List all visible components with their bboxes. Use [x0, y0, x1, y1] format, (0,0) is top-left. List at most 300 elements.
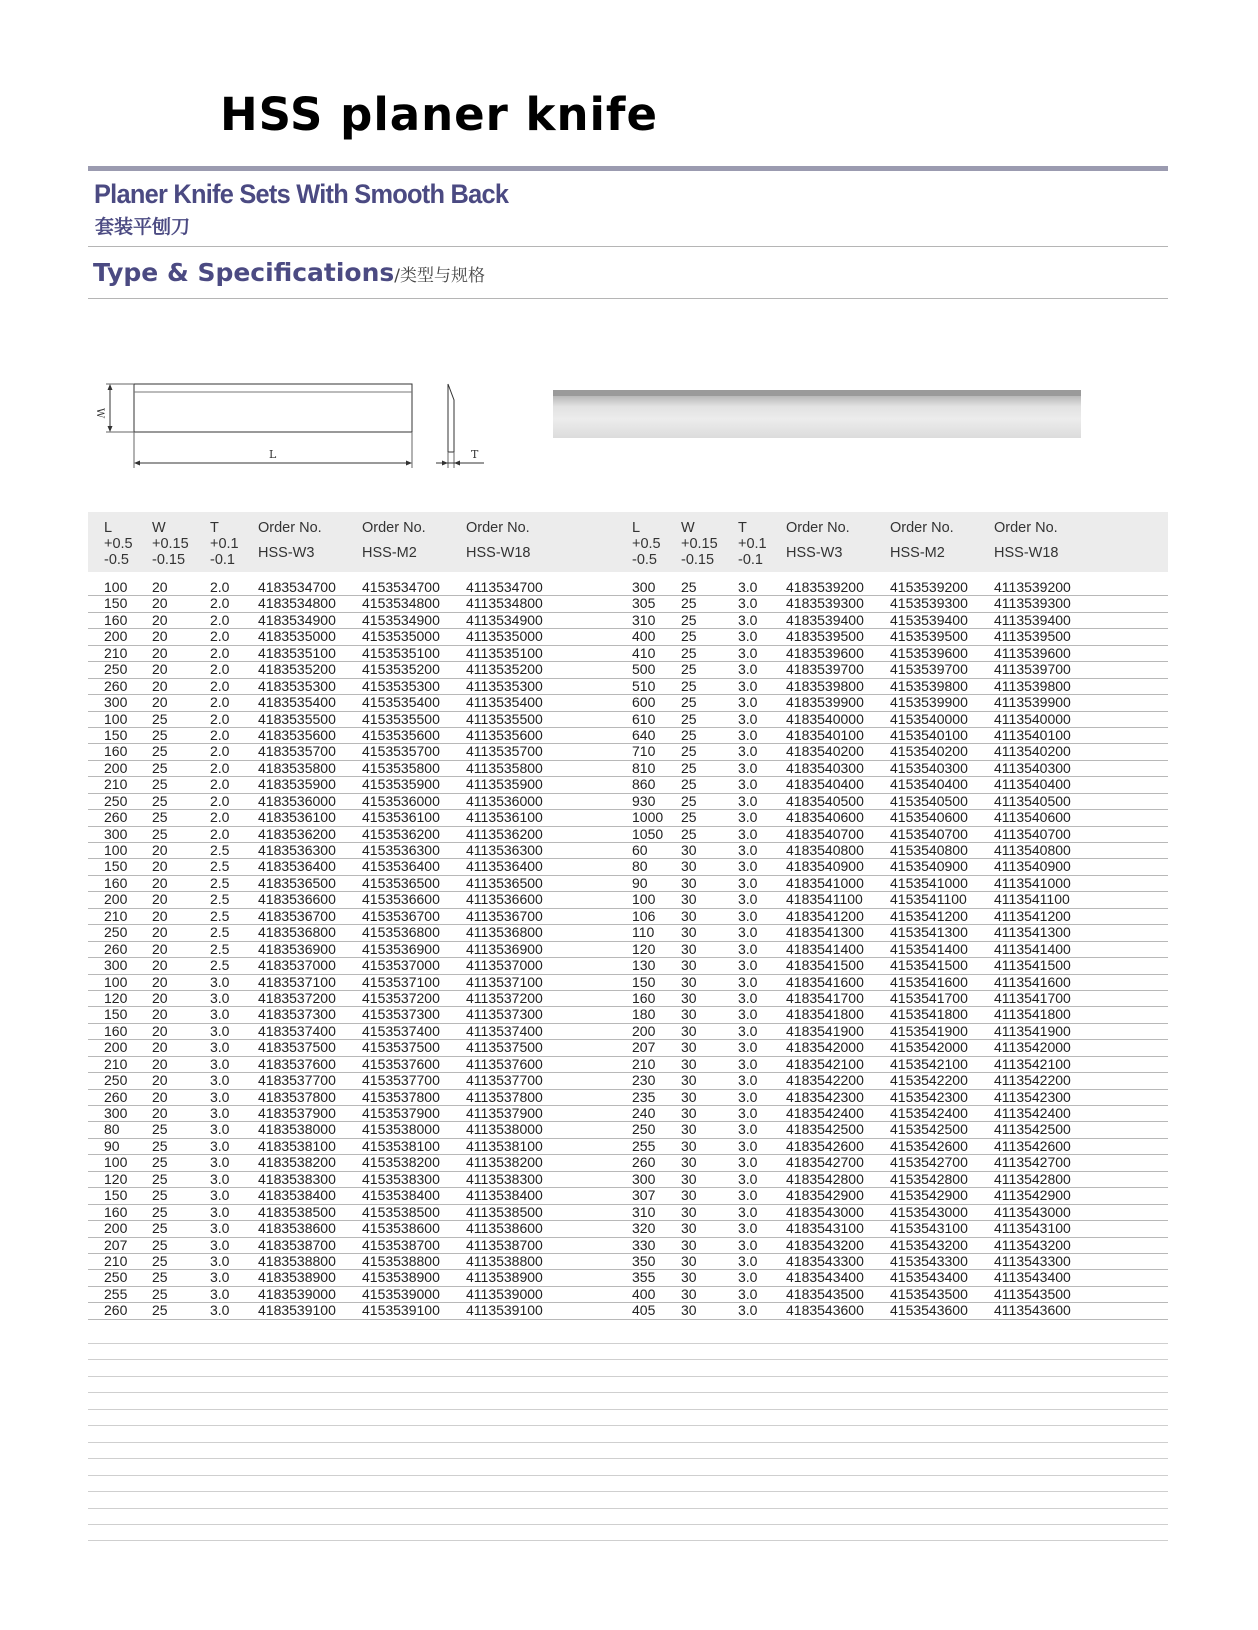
table-cell: 4183536300 — [258, 842, 336, 858]
table-cell: 210 — [104, 776, 128, 793]
table-cell: 3.0 — [738, 989, 758, 1006]
table-cell: 20 — [152, 989, 168, 1006]
table-cell: 4183538500 — [258, 1203, 336, 1220]
table-cell: 4153541000 — [890, 874, 968, 891]
table-row — [88, 925, 1168, 941]
table-cell: 4113542500 — [994, 1121, 1071, 1138]
table-cell: 4113537300 — [466, 1006, 543, 1023]
table-cell: 235 — [632, 1088, 656, 1105]
table-cell: 20 — [152, 677, 168, 694]
table-row — [88, 975, 1168, 991]
table-cell: 2.0 — [210, 694, 230, 711]
table-cell: 150 — [104, 595, 128, 612]
table-cell: 106 — [632, 907, 656, 924]
table-cell: 4153538600 — [362, 1220, 440, 1237]
table-cell: 210 — [104, 1055, 128, 1072]
table-cell: 3.0 — [210, 1252, 230, 1269]
table-cell: 3.0 — [738, 1039, 758, 1056]
table-cell: 2.0 — [210, 743, 230, 760]
table-cell: 4113535500 — [466, 710, 543, 727]
table-cell: 150 — [104, 1006, 128, 1023]
table-cell: 4113536100 — [466, 809, 543, 826]
table-cell: 25 — [681, 776, 697, 793]
table-cell: 3.0 — [210, 973, 230, 990]
spec-heading-en: Type & Specifications — [93, 258, 395, 287]
table-cell: 4113536300 — [466, 842, 543, 858]
table-cell: 4183537600 — [258, 1055, 336, 1072]
table-cell: 3.0 — [738, 842, 758, 858]
table-cell: 30 — [681, 891, 697, 908]
table-cell: 30 — [681, 1055, 697, 1072]
table-cell: 3.0 — [210, 1055, 230, 1072]
table-cell: 25 — [681, 825, 697, 842]
table-cell: 30 — [681, 1154, 697, 1171]
table-cell: 160 — [104, 1203, 128, 1220]
table-cell: 4113541200 — [994, 907, 1071, 924]
table-cell: 4183536900 — [258, 940, 336, 957]
table-cell: 4113543100 — [994, 1220, 1071, 1237]
table-cell: 4113539400 — [994, 611, 1071, 628]
table-cell: 4113538500 — [466, 1203, 543, 1220]
table-cell: 4153535100 — [362, 644, 440, 661]
table-cell: 4113535300 — [466, 677, 543, 694]
table-cell: 20 — [152, 1039, 168, 1056]
table-cell: 4153536500 — [362, 874, 440, 891]
table-cell: 4153540000 — [890, 710, 968, 727]
table-cell: 4153542200 — [890, 1072, 968, 1089]
table-cell: 260 — [104, 1088, 128, 1105]
empty-rule-line — [88, 1475, 1168, 1476]
table-cell: 2.5 — [210, 858, 230, 875]
table-cell: 4183540800 — [786, 842, 864, 858]
table-cell: 20 — [152, 661, 168, 678]
table-cell: 25 — [152, 743, 168, 760]
table-cell: 4113539800 — [994, 677, 1071, 694]
table-cell: 25 — [152, 825, 168, 842]
table-cell: 4153535900 — [362, 776, 440, 793]
table-cell: 4183534800 — [258, 595, 336, 612]
table-cell: 25 — [681, 579, 697, 595]
table-cell: 4113539100 — [466, 1302, 543, 1319]
table-cell: 4153542500 — [890, 1121, 968, 1138]
table-cell: 4113534900 — [466, 611, 543, 628]
table-cell: 3.0 — [210, 1203, 230, 1220]
table-cell: 4153540900 — [890, 858, 968, 875]
table-cell: 4113538100 — [466, 1137, 543, 1154]
table-cell: 3.0 — [738, 891, 758, 908]
table-cell: 110 — [632, 924, 655, 941]
table-cell: 4113538800 — [466, 1252, 543, 1269]
table-cell: 3.0 — [738, 710, 758, 727]
table-cell: 4113537100 — [466, 973, 543, 990]
table-cell: 4153536800 — [362, 924, 440, 941]
header-w-right: W +0.15 -0.15 — [681, 520, 718, 568]
table-cell: 80 — [104, 1121, 120, 1138]
table-cell: 25 — [152, 1220, 168, 1237]
table-cell: 3.0 — [738, 1055, 758, 1072]
table-cell: 4113538700 — [466, 1236, 543, 1253]
table-row — [88, 942, 1168, 958]
table-cell: 4113537900 — [466, 1105, 543, 1121]
table-cell: 250 — [104, 924, 128, 941]
table-cell: 100 — [104, 973, 128, 990]
table-row — [88, 1057, 1168, 1073]
table-cell: 260 — [104, 940, 128, 957]
table-body — [88, 580, 1168, 1320]
table-cell: 30 — [681, 1170, 697, 1187]
table-cell: 4113543200 — [994, 1236, 1071, 1253]
table-cell: 2.5 — [210, 907, 230, 924]
table-cell: 30 — [681, 1269, 697, 1286]
table-cell: 4113535900 — [466, 776, 543, 793]
table-cell: 4183539600 — [786, 644, 864, 661]
table-row — [88, 613, 1168, 629]
table-cell: 4153543300 — [890, 1252, 968, 1269]
table-cell: 4113543600 — [994, 1302, 1071, 1319]
table-cell: 20 — [152, 907, 168, 924]
table-cell: 3.0 — [738, 1072, 758, 1089]
table-cell: 4113539200 — [994, 579, 1071, 595]
table-row — [88, 876, 1168, 892]
table-cell: 4153538000 — [362, 1121, 440, 1138]
table-cell: 3.0 — [210, 1302, 230, 1319]
header-m2-right: Order No. HSS-M2 — [890, 520, 954, 561]
table-cell: 100 — [104, 842, 128, 858]
table-cell: 30 — [681, 1121, 697, 1138]
table-cell: 120 — [632, 940, 656, 957]
table-cell: 4183539200 — [786, 579, 864, 595]
table-row — [88, 1155, 1168, 1171]
table-cell: 300 — [104, 825, 128, 842]
table-cell: 4153538800 — [362, 1252, 440, 1269]
table-row — [88, 580, 1168, 596]
table-cell: 4183537400 — [258, 1022, 336, 1039]
table-cell: 3.0 — [738, 907, 758, 924]
table-cell: 4153540500 — [890, 792, 968, 809]
table-cell: 4113542600 — [994, 1137, 1071, 1154]
table-cell: 255 — [104, 1285, 128, 1302]
table-cell: 310 — [632, 611, 656, 628]
table-cell: 100 — [632, 891, 656, 908]
table-cell: 4183536600 — [258, 891, 336, 908]
table-cell: 4113535700 — [466, 743, 543, 760]
table-cell: 4183537700 — [258, 1072, 336, 1089]
table-cell: 20 — [152, 858, 168, 875]
table-cell: 4183541600 — [786, 973, 864, 990]
table-row — [88, 827, 1168, 843]
table-cell: 30 — [681, 1006, 697, 1023]
table-row — [88, 1238, 1168, 1254]
table-cell: 30 — [681, 1137, 697, 1154]
table-cell: 4183541200 — [786, 907, 864, 924]
table-cell: 2.5 — [210, 957, 230, 974]
table-cell: 400 — [632, 628, 656, 645]
table-cell: 200 — [104, 628, 128, 645]
table-cell: 4183536400 — [258, 858, 336, 875]
knife-profile — [448, 384, 454, 452]
table-cell: 4153535600 — [362, 726, 440, 743]
empty-rule-line — [88, 1376, 1168, 1377]
table-cell: 4113541800 — [994, 1006, 1071, 1023]
table-cell: 4183536000 — [258, 792, 336, 809]
table-row — [88, 646, 1168, 662]
table-cell: 4113540700 — [994, 825, 1071, 842]
table-row — [88, 662, 1168, 678]
table-cell: 20 — [152, 842, 168, 858]
empty-rule-line — [88, 1359, 1168, 1360]
table-cell: 3.0 — [210, 1269, 230, 1286]
table-cell: 4113537500 — [466, 1039, 543, 1056]
table-cell: 4153540300 — [890, 759, 968, 776]
table-cell: 3.0 — [210, 1072, 230, 1089]
table-cell: 3.0 — [738, 579, 758, 595]
table-cell: 2.0 — [210, 644, 230, 661]
table-cell: 320 — [632, 1220, 656, 1237]
table-cell: 25 — [152, 1269, 168, 1286]
table-row — [88, 1254, 1168, 1270]
table-cell: 4183542000 — [786, 1039, 864, 1056]
table-cell: 3.0 — [738, 628, 758, 645]
table-cell: 4153541300 — [890, 924, 968, 941]
table-cell: 4113539500 — [994, 628, 1071, 645]
table-cell: 2.0 — [210, 792, 230, 809]
table-cell: 3.0 — [738, 677, 758, 694]
table-row — [88, 1303, 1168, 1319]
table-cell: 250 — [632, 1121, 656, 1138]
table-cell: 4183538400 — [258, 1187, 336, 1204]
table-row — [88, 794, 1168, 810]
table-cell: 4113540800 — [994, 842, 1071, 858]
table-cell: 4113540200 — [994, 743, 1071, 760]
header-w3-left: Order No. HSS-W3 — [258, 520, 322, 561]
table-cell: 3.0 — [738, 924, 758, 941]
table-cell: 4113537600 — [466, 1055, 543, 1072]
table-cell: 4153543000 — [890, 1203, 968, 1220]
table-cell: 4113537000 — [466, 957, 543, 974]
table-cell: 4153534700 — [362, 579, 440, 595]
table-cell: 100 — [104, 1154, 128, 1171]
table-cell: 4153542400 — [890, 1105, 968, 1121]
table-cell: 207 — [632, 1039, 656, 1056]
table-cell: 200 — [104, 1220, 128, 1237]
table-cell: 4113542800 — [994, 1170, 1071, 1187]
table-cell: 4113539300 — [994, 595, 1071, 612]
table-cell: 4153537100 — [362, 973, 440, 990]
table-cell: 4153537600 — [362, 1055, 440, 1072]
table-cell: 30 — [681, 1088, 697, 1105]
table-cell: 4153539900 — [890, 694, 968, 711]
table-cell: 160 — [104, 611, 128, 628]
spec-heading-cn: /类型与规格 — [394, 266, 486, 286]
header-t-right: T +0.1 -0.1 — [738, 520, 767, 568]
table-cell: 4153540100 — [890, 726, 968, 743]
table-cell: 25 — [152, 1154, 168, 1171]
empty-rule-line — [88, 1442, 1168, 1443]
table-cell: 4153536400 — [362, 858, 440, 875]
table-cell: 4113541600 — [994, 973, 1071, 990]
table-cell: 4113536700 — [466, 907, 543, 924]
table-cell: 4153537400 — [362, 1022, 440, 1039]
table-cell: 25 — [681, 809, 697, 826]
table-cell: 20 — [152, 579, 168, 595]
table-cell: 300 — [632, 579, 656, 595]
table-cell: 20 — [152, 1072, 168, 1089]
table-cell: 30 — [681, 1022, 697, 1039]
table-cell: 250 — [104, 661, 128, 678]
table-cell: 3.0 — [210, 1137, 230, 1154]
table-cell: 4183535200 — [258, 661, 336, 678]
table-cell: 200 — [632, 1022, 656, 1039]
table-cell: 4153540800 — [890, 842, 968, 858]
table-cell: 4183540200 — [786, 743, 864, 760]
table-cell: 30 — [681, 907, 697, 924]
table-cell: 4153536100 — [362, 809, 440, 826]
table-row — [88, 777, 1168, 793]
table-cell: 150 — [632, 973, 656, 990]
table-cell: 3.0 — [738, 874, 758, 891]
table-cell: 3.0 — [738, 825, 758, 842]
table-cell: 4153535700 — [362, 743, 440, 760]
table-cell: 200 — [104, 891, 128, 908]
table-cell: 120 — [104, 989, 128, 1006]
table-cell: 4183543500 — [786, 1285, 864, 1302]
table-cell: 4153536000 — [362, 792, 440, 809]
table-cell: 600 — [632, 694, 656, 711]
table-cell: 4113535600 — [466, 726, 543, 743]
table-row — [88, 679, 1168, 695]
table-cell: 3.0 — [738, 957, 758, 974]
table-cell: 4183537500 — [258, 1039, 336, 1056]
table-cell: 4153542900 — [890, 1187, 968, 1204]
table-cell: 4183543100 — [786, 1220, 864, 1237]
table-cell: 25 — [152, 809, 168, 826]
table-cell: 30 — [681, 858, 697, 875]
table-cell: 4183542400 — [786, 1105, 864, 1121]
table-cell: 4113536400 — [466, 858, 543, 875]
table-cell: 25 — [152, 1302, 168, 1319]
table-cell: 3.0 — [738, 726, 758, 743]
table-row — [88, 958, 1168, 974]
table-cell: 4113542300 — [994, 1088, 1071, 1105]
table-cell: 3.0 — [738, 809, 758, 826]
table-row — [88, 596, 1168, 612]
table-cell: 240 — [632, 1105, 656, 1121]
table-cell: 3.0 — [210, 1039, 230, 1056]
table-cell: 2.0 — [210, 759, 230, 776]
table-cell: 4183541700 — [786, 989, 864, 1006]
table-cell: 30 — [681, 1220, 697, 1237]
table-cell: 4113540600 — [994, 809, 1071, 826]
table-cell: 3.0 — [738, 1203, 758, 1220]
table-cell: 4153536900 — [362, 940, 440, 957]
table-row — [88, 1122, 1168, 1138]
table-cell: 4113538300 — [466, 1170, 543, 1187]
table-cell: 250 — [104, 1072, 128, 1089]
knife-diagram — [88, 372, 508, 472]
table-cell: 4153537200 — [362, 989, 440, 1006]
table-row — [88, 629, 1168, 645]
table-row — [88, 1205, 1168, 1221]
table-cell: 80 — [632, 858, 648, 875]
table-cell: 4183536800 — [258, 924, 336, 941]
table-cell: 4153535800 — [362, 759, 440, 776]
table-cell: 4183535600 — [258, 726, 336, 743]
table-cell: 4183542700 — [786, 1154, 864, 1171]
table-row — [88, 744, 1168, 760]
table-cell: 4183542100 — [786, 1055, 864, 1072]
table-cell: 25 — [681, 792, 697, 809]
header-w18-right: Order No. HSS-W18 — [994, 520, 1059, 561]
table-cell: 4183541000 — [786, 874, 864, 891]
knife-photo — [553, 390, 1081, 438]
table-cell: 2.0 — [210, 710, 230, 727]
table-cell: 30 — [681, 1039, 697, 1056]
table-cell: 2.0 — [210, 677, 230, 694]
table-cell: 3.0 — [210, 1121, 230, 1138]
table-cell: 4153540600 — [890, 809, 968, 826]
table-cell: 4113536600 — [466, 891, 543, 908]
table-cell: 4113541900 — [994, 1022, 1071, 1039]
table-row — [88, 991, 1168, 1007]
table-cell: 4183538600 — [258, 1220, 336, 1237]
table-cell: 210 — [104, 644, 128, 661]
header-w18-left: Order No. HSS-W18 — [466, 520, 531, 561]
empty-rule-line — [88, 1409, 1168, 1410]
table-row — [88, 1040, 1168, 1056]
table-cell: 2.5 — [210, 874, 230, 891]
table-cell: 4153542100 — [890, 1055, 968, 1072]
table-cell: 25 — [152, 776, 168, 793]
table-cell: 20 — [152, 1022, 168, 1039]
table-cell: 4113541400 — [994, 940, 1071, 957]
table-cell: 4153541800 — [890, 1006, 968, 1023]
table-cell: 25 — [152, 792, 168, 809]
table-cell: 4183535800 — [258, 759, 336, 776]
table-cell: 150 — [104, 726, 128, 743]
table-cell: 4183535500 — [258, 710, 336, 727]
table-cell: 3.0 — [210, 1088, 230, 1105]
table-cell: 4153541400 — [890, 940, 968, 957]
table-cell: 20 — [152, 957, 168, 974]
table-cell: 4153542600 — [890, 1137, 968, 1154]
table-cell: 30 — [681, 1187, 697, 1204]
table-header — [88, 512, 1168, 572]
table-cell: 355 — [632, 1269, 656, 1286]
table-cell: 4113541700 — [994, 989, 1071, 1006]
table-cell: 4113536000 — [466, 792, 543, 809]
table-cell: 4113540400 — [994, 776, 1071, 793]
table-cell: 4153538100 — [362, 1137, 440, 1154]
table-cell: 2.0 — [210, 661, 230, 678]
table-cell: 250 — [104, 792, 128, 809]
table-cell: 20 — [152, 1055, 168, 1072]
label-t: T — [471, 448, 479, 461]
table-cell: 4183537100 — [258, 973, 336, 990]
table-cell: 3.0 — [738, 1252, 758, 1269]
table-cell: 25 — [152, 726, 168, 743]
header-l-right: L +0.5 -0.5 — [632, 520, 661, 568]
table-cell: 210 — [104, 907, 128, 924]
table-cell: 305 — [632, 595, 656, 612]
table-cell: 1050 — [632, 825, 664, 842]
table-cell: 410 — [632, 644, 656, 661]
table-cell: 4113535000 — [466, 628, 543, 645]
table-row — [88, 843, 1168, 859]
table-row — [88, 728, 1168, 744]
table-row — [88, 810, 1168, 826]
table-cell: 30 — [681, 957, 697, 974]
table-cell: 4153539100 — [362, 1302, 440, 1319]
